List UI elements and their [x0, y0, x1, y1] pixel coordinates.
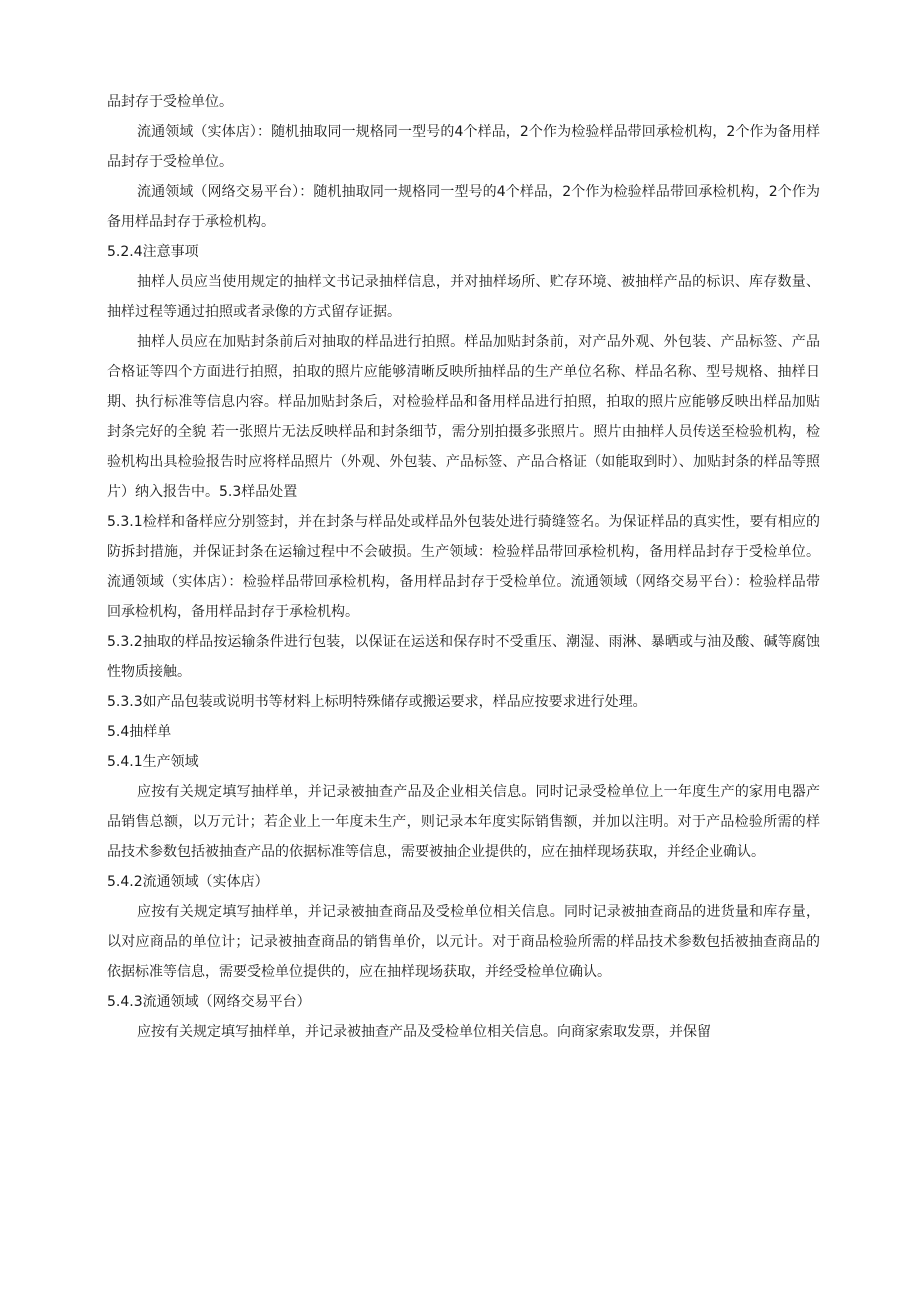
paragraph-online-platform-sampling-form: 应按有关规定填写抽样单，并记录被抽查产品及受检单位相关信息。向商家索取发票，并保留: [137, 1024, 711, 1040]
document-body: [107, 87, 820, 1047]
section-heading-5-2-4: 5.2.4注意事项: [107, 244, 199, 260]
paragraph-circulation-physical-store: 流通领域（实体店）：随机抽取同一规格同一型号的4个样品，2个作为检验样品带回承检机构，2个作为备用样品封存于受检单位。: [107, 124, 820, 170]
paragraph-5-3-2-packaging: 5.3.2抽取的样品按运输条件进行包装，以保证在运送和保存时不受重压、潮湿、雨淋、暴晒或与油及酸、碱等腐蚀性物质接触。: [107, 634, 820, 680]
paragraph-sample-storage-continuation: 品封存于受检单位。: [107, 94, 233, 110]
paragraph-5-3-3-special-handling: 5.3.3如产品包装或说明书等材料上标明特殊储存或搬运要求，样品应按要求进行处理。: [107, 694, 647, 710]
section-heading-5-4-1: 5.4.1生产领域: [107, 754, 199, 770]
section-heading-5-4: 5.4抽样单: [107, 724, 172, 740]
paragraph-circulation-online-platform: 流通领域（网络交易平台）：随机抽取同一规格同一型号的4个样品，2个作为检验样品带回承检机构，2个作为备用样品封存于承检机构。: [107, 184, 820, 230]
paragraph-sample-photography: 抽样人员应在加贴封条前后对抽取的样品进行拍照。样品加贴封条前，对产品外观、外包装、产品标签、产品合格证等四个方面进行拍照，拍取的照片应能够清晰反映所抽样品的生产单位名称、样品名称、型号规格、抽样日期、执行标准等信息内容。样品加贴封条后，对检验样品和备用样品进行拍照，拍取的照片应能够反映出样品加贴封条完好的全貌 若一张照片无法反映样品和封条细节，需分别拍摄多张照片。照片由抽样人员传送至检验机构，检验机构出具检验报告时应将样品照片（外观、外包装、产品标签、产品合格证（如能取到时）、加贴封条的样品等照片）纳入报告中。5.3样品处置: [107, 334, 820, 500]
paragraph-production-sampling-form: 应按有关规定填写抽样单，并记录被抽查产品及企业相关信息。同时记录受检单位上一年度生产的家用电器产品销售总额，以万元计；若企业上一年度未生产，则记录本年度实际销售额，并加以注明。对于产品检验所需的样品技术参数包括被抽查产品的依据标准等信息，需要被抽企业提供的，应在抽样现场获取，并经企业确认。: [107, 784, 820, 860]
paragraph-sampling-records: 抽样人员应当使用规定的抽样文书记录抽样信息，并对抽样场所、贮存环境、被抽样产品的标识、库存数量、抽样过程等通过拍照或者录像的方式留存证据。: [107, 274, 820, 320]
paragraph-physical-store-sampling-form: 应按有关规定填写抽样单，并记录被抽查商品及受检单位相关信息。同时记录被抽查商品的进货量和库存量，以对应商品的单位计；记录被抽查商品的销售单价，以元计。对于商品检验所需的样品技术参数包括被抽查商品的依据标准等信息，需要受检单位提供的，应在抽样现场获取，并经受检单位确认。: [107, 904, 820, 980]
section-heading-5-4-2: 5.4.2流通领域（实体店）: [107, 874, 269, 890]
paragraph-5-3-1-sealing: 5.3.1检样和备样应分别签封，并在封条与样品处或样品外包装处进行骑缝签名。为保证样品的真实性，要有相应的防拆封措施，并保证封条在运输过程中不会破损。生产领域：检验样品带回承检机构，备用样品封存于受检单位。流通领域（实体店）：检验样品带回承检机构，备用样品封存于受检单位。流通领域（网络交易平台）：检验样品带回承检机构，备用样品封存于承检机构。: [107, 514, 820, 620]
section-heading-5-4-3: 5.4.3流通领域（网络交易平台）: [107, 994, 311, 1010]
